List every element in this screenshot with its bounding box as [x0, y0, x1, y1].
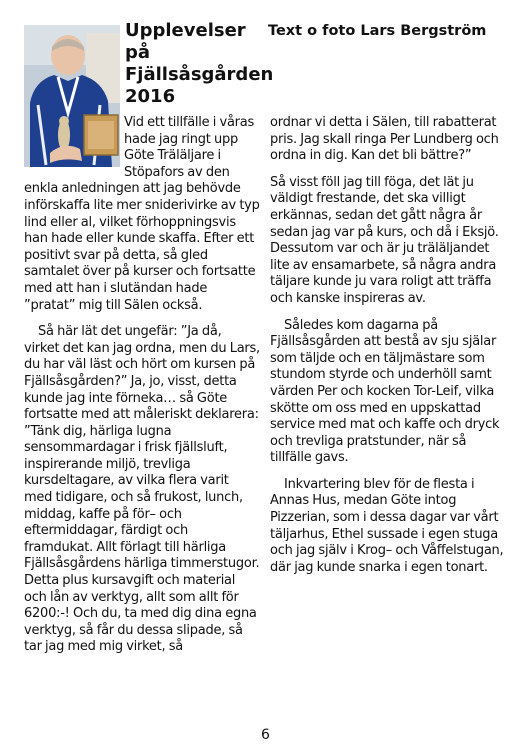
- page-number: 6: [261, 727, 270, 743]
- left-column: [24, 115, 260, 656]
- paragraph-decision: Så visst föll jag till föga, det lät ju väldigt frestande, det ska villigt erkännas, sedan det gått några år sedan jag var på kurs, och då i Eksjö. Dessutom var och är ju träläljandet lite av ensamarbete, så några andra täljare kunde ju vara roligt att träffa och kanske inspireras av.: [270, 174, 499, 306]
- paragraph-course-days: Således kom dagarna på Fjällsåsgården att bestå av sju själar som täljde och en täljmästare som stundom styrde och underhöll samt värden Per och kocken Tor-Leif, vilka skötte om oss med en uppskattad service med mat och kaffe och dryck och trevliga pratstunder, när så tillfälle gavs.: [270, 317, 500, 466]
- article-byline: Text o foto Lars Bergström: [268, 23, 487, 39]
- paragraph-accommodation: Inkvartering blev för de flesta i Annas Hus, medan Göte intog Pizzerian, som i dessa dagar var vårt täljarhus, Ethel sussade i egen stuga och jag själv i Krog– och Våffelstugan, där jag kunde snarka i egen tonart.: [270, 476, 504, 575]
- paragraph-conversation: Så här lät det ungefär: ”Ja då, virket det kan jag ordna, men du Lars, du har väl läst och hört om kursen på Fjällsåsgården?” Ja, jo, visst, detta kunde jag inte förneka… så Göte fortsatte med att måleriskt deklarera: ”Tänk dig, härliga lugna sensommardagar i frisk fjällsluft, inspirerande miljö, trevliga kursdeltagare, av vilka flera varit med tidigare, och så frukost, lunch, middag, kaffe på för– och eftermiddagar, färdigt och framdukat. Allt förlagt till härliga Fjällsåsgårdens härliga timmerstugor. Detta plus kursavgift och material och lån av verktyg, allt som allt för 6200:-! Och du, ta med dig dina egna verktyg, så får du dessa slipade, så tar jag med mig virket, så: [24, 324, 260, 655]
- article-title: Upplevelser på Fjällsåsgården 2016: [125, 20, 274, 107]
- paragraph-intro: Vid ett tillfälle i våras hade jag ringt upp Göte Träläljare i Stöpafors av den enkla anledningen att jag behövde införskaffa lite mer sniderivirke av typ lind eller al, vilket förhoppningsvis han hade eller kunde skaffa. Efter ett positivt svar på detta, så gled samtalet över på kurser och fortsatte med att han i slutändan hade ”pratat” mig till Sälen också.: [24, 115, 260, 313]
- photo-wrap-spacer: [24, 115, 124, 181]
- right-column: [270, 115, 510, 576]
- paragraph-continuation: ordnar vi detta i Sälen, till rabatterat pris. Jag skall ringa Per Lundberg och ordna in dig. Kan det bli bättre?”: [270, 115, 499, 164]
